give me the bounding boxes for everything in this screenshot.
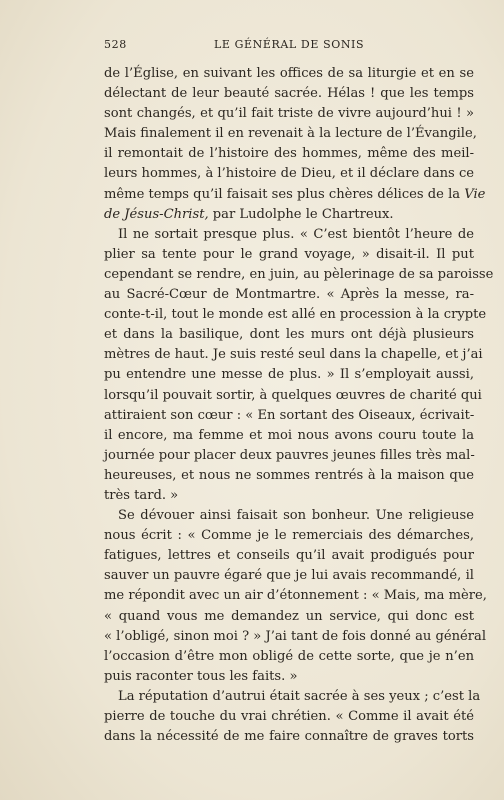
running-title: LE GÉNÉRAL DE SONIS [214,38,365,51]
text-line: délectant de leur beauté sacrée. Hélas ! que les temps [104,86,474,102]
text-line-with-italic [104,205,474,225]
text-line: fatigues, lettres et conseils qu’il avait prodigués pour [104,548,474,564]
text-line: sont changés, et qu’il fait triste de vivre aujourd’hui ! » [104,106,474,122]
text-line: Mais finalement il en revenait à la lecture de l’Évangile, [104,126,477,142]
text-line: il encore, ma femme et moi nous avons couru toute la [104,427,474,443]
text-line: La réputation d’autrui était sacrée à ses yeux ; c’est la [118,688,481,704]
text-fragment: par Ludolphe le Chartreux. [208,206,394,222]
text-fragment: même temps qu’il faisait ses plus chères délices de la [104,186,465,202]
text-line: et dans la basilique, dont les murs ont déjà plusieurs [104,327,474,343]
text-line: puis raconter tous les faits. » [104,668,298,684]
text-line: il remontait de l’histoire des hommes, même des meil- [104,146,474,162]
italic-title-fragment: Vie [464,186,486,202]
text-line: Se dévouer ainsi faisait son bonheur. Une religieuse [118,508,474,524]
text-line: de l’Église, en suivant les offices de sa liturgie et en se [104,66,474,81]
text-line: « l’obligé, sinon moi ? » J’ai tant de fois donné au général [104,628,487,644]
text-line: journée pour placer deux pauvres jeunes filles très mal- [104,447,475,463]
text-line-with-italic [104,185,486,205]
text-line: sauver un pauvre égaré que je lui avais recommandé, il [104,568,474,584]
text-line: très tard. » [104,487,179,503]
italic-title-fragment: de Jésus-Christ, [104,206,209,222]
text-line: heureuses, et nous ne sommes rentrés à la maison que [104,467,474,483]
text-line: pierre de touche du vrai chrétien. « Comme il avait été [104,709,474,724]
text-line: mètres de haut. Je suis resté seul dans la chapelle, et j’ai [104,347,483,363]
page-header [104,38,474,54]
text-line: conte-t-il, tout le monde est allé en procession à la crypte [104,307,487,323]
text-line: « quand vous me demandez un service, qui donc est [104,608,474,624]
text-line: cependant se rendre, en juin, au pèlerinage de sa paroisse [104,266,494,282]
text-line: lorsqu’il pouvait sortir, à quelques œuvres de charité qui [104,387,482,403]
text-line: au Sacré-Cœur de Montmartre. « Après la messe, ra- [104,287,474,303]
text-line: leurs hommes, à l’histoire de Dieu, et il déclare dans ce [104,166,475,182]
text-line: dans la nécessité de me faire connaître de graves torts [104,729,474,745]
text-line: plier sa tente pour le grand voyage, » disait-il. Il put [104,246,474,262]
text-line: me répondit avec un air d’étonnement : « Mais, ma mère, [104,588,487,604]
text-line: pu entendre une messe de plus. » Il s’employait aussi, [104,367,474,383]
body-text [104,64,494,747]
text-line: Il ne sortait presque plus. « C’est bientôt l’heure de [118,226,474,242]
text-line: nous écrit : « Comme je le remerciais des démarches, [104,528,474,544]
text-line: attiraient son cœur : « En sortant des Oiseaux, écrivait- [104,407,475,423]
page-number: 528 [104,38,127,51]
text-line: l’occasion d’être mon obligé de cette sorte, que je n’en [104,648,474,664]
